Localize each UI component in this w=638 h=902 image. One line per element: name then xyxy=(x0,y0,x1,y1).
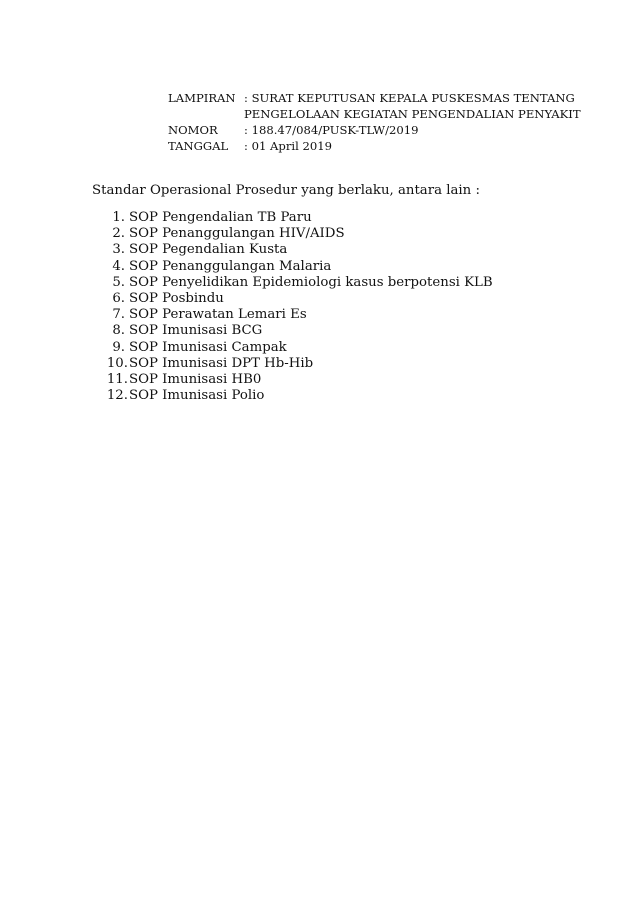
list-item-number: 8. xyxy=(112,323,125,339)
list-item xyxy=(92,291,493,307)
list-item-number: 7. xyxy=(112,307,125,323)
list-item-text: SOP Penanggulangan Malaria xyxy=(129,258,332,274)
list-item-number: 1. xyxy=(112,210,125,225)
nomor-label: NOMOR xyxy=(168,123,218,137)
lampiran-value-line2: PENGELOLAAN KEGIATAN PENGENDALIAN PENYAKIT xyxy=(244,107,581,121)
list-item-number: 2. xyxy=(112,226,125,242)
list-item xyxy=(92,388,493,404)
list-item xyxy=(92,307,493,323)
list-item-text: SOP Perawatan Lemari Es xyxy=(129,307,307,323)
list-item-text: SOP Pengendalian TB Paru xyxy=(129,210,312,225)
list-item xyxy=(92,242,493,258)
list-item-text: SOP Imunisasi HB0 xyxy=(129,372,262,388)
list-item-text: SOP Imunisasi BCG xyxy=(129,323,263,339)
list-item-text: SOP Posbindu xyxy=(129,291,224,307)
list-item-number: 11. xyxy=(106,372,128,388)
attachment-header xyxy=(168,90,581,154)
list-item xyxy=(92,340,493,356)
nomor-value: : 188.47/084/PUSK-TLW/2019 xyxy=(244,123,419,137)
list-item-number: 3. xyxy=(112,242,125,258)
nomor-row xyxy=(168,122,581,138)
list-item xyxy=(92,210,493,226)
list-item-text: SOP Penyelidikan Epidemiologi kasus berpotensi KLB xyxy=(129,274,493,290)
tanggal-label: TANGGAL xyxy=(168,139,229,153)
tanggal-row xyxy=(168,138,581,154)
sop-list xyxy=(92,210,493,404)
list-item-number: 9. xyxy=(112,339,125,355)
list-item xyxy=(92,259,493,275)
list-item-text: SOP Imunisasi DPT Hb-Hib xyxy=(129,355,314,371)
list-item-number: 10. xyxy=(106,355,128,371)
list-item-number: 4. xyxy=(112,258,125,274)
lampiran-value xyxy=(244,90,581,122)
list-item-text: SOP Imunisasi Polio xyxy=(129,388,265,404)
list-item-text: SOP Penanggulangan HIV/AIDS xyxy=(129,226,345,242)
list-item xyxy=(92,275,493,291)
list-item xyxy=(92,356,493,372)
lampiran-label: LAMPIRAN xyxy=(168,91,236,105)
lampiran-value-line1: : SURAT KEPUTUSAN KEPALA PUSKESMAS TENTANG xyxy=(244,91,575,105)
list-item-text: SOP Pegendalian Kusta xyxy=(129,242,288,258)
list-item xyxy=(92,323,493,339)
list-item-number: 5. xyxy=(112,274,125,290)
list-item-text: SOP Imunisasi Campak xyxy=(129,339,287,355)
lampiran-row xyxy=(168,90,581,122)
tanggal-value: : 01 April 2019 xyxy=(244,139,332,153)
list-item xyxy=(92,226,493,242)
list-item xyxy=(92,372,493,388)
intro-paragraph: Standar Operasional Prosedur yang berlaku, antara lain : xyxy=(92,183,480,198)
list-item-number: 12. xyxy=(106,388,128,404)
list-item-number: 6. xyxy=(112,291,125,307)
